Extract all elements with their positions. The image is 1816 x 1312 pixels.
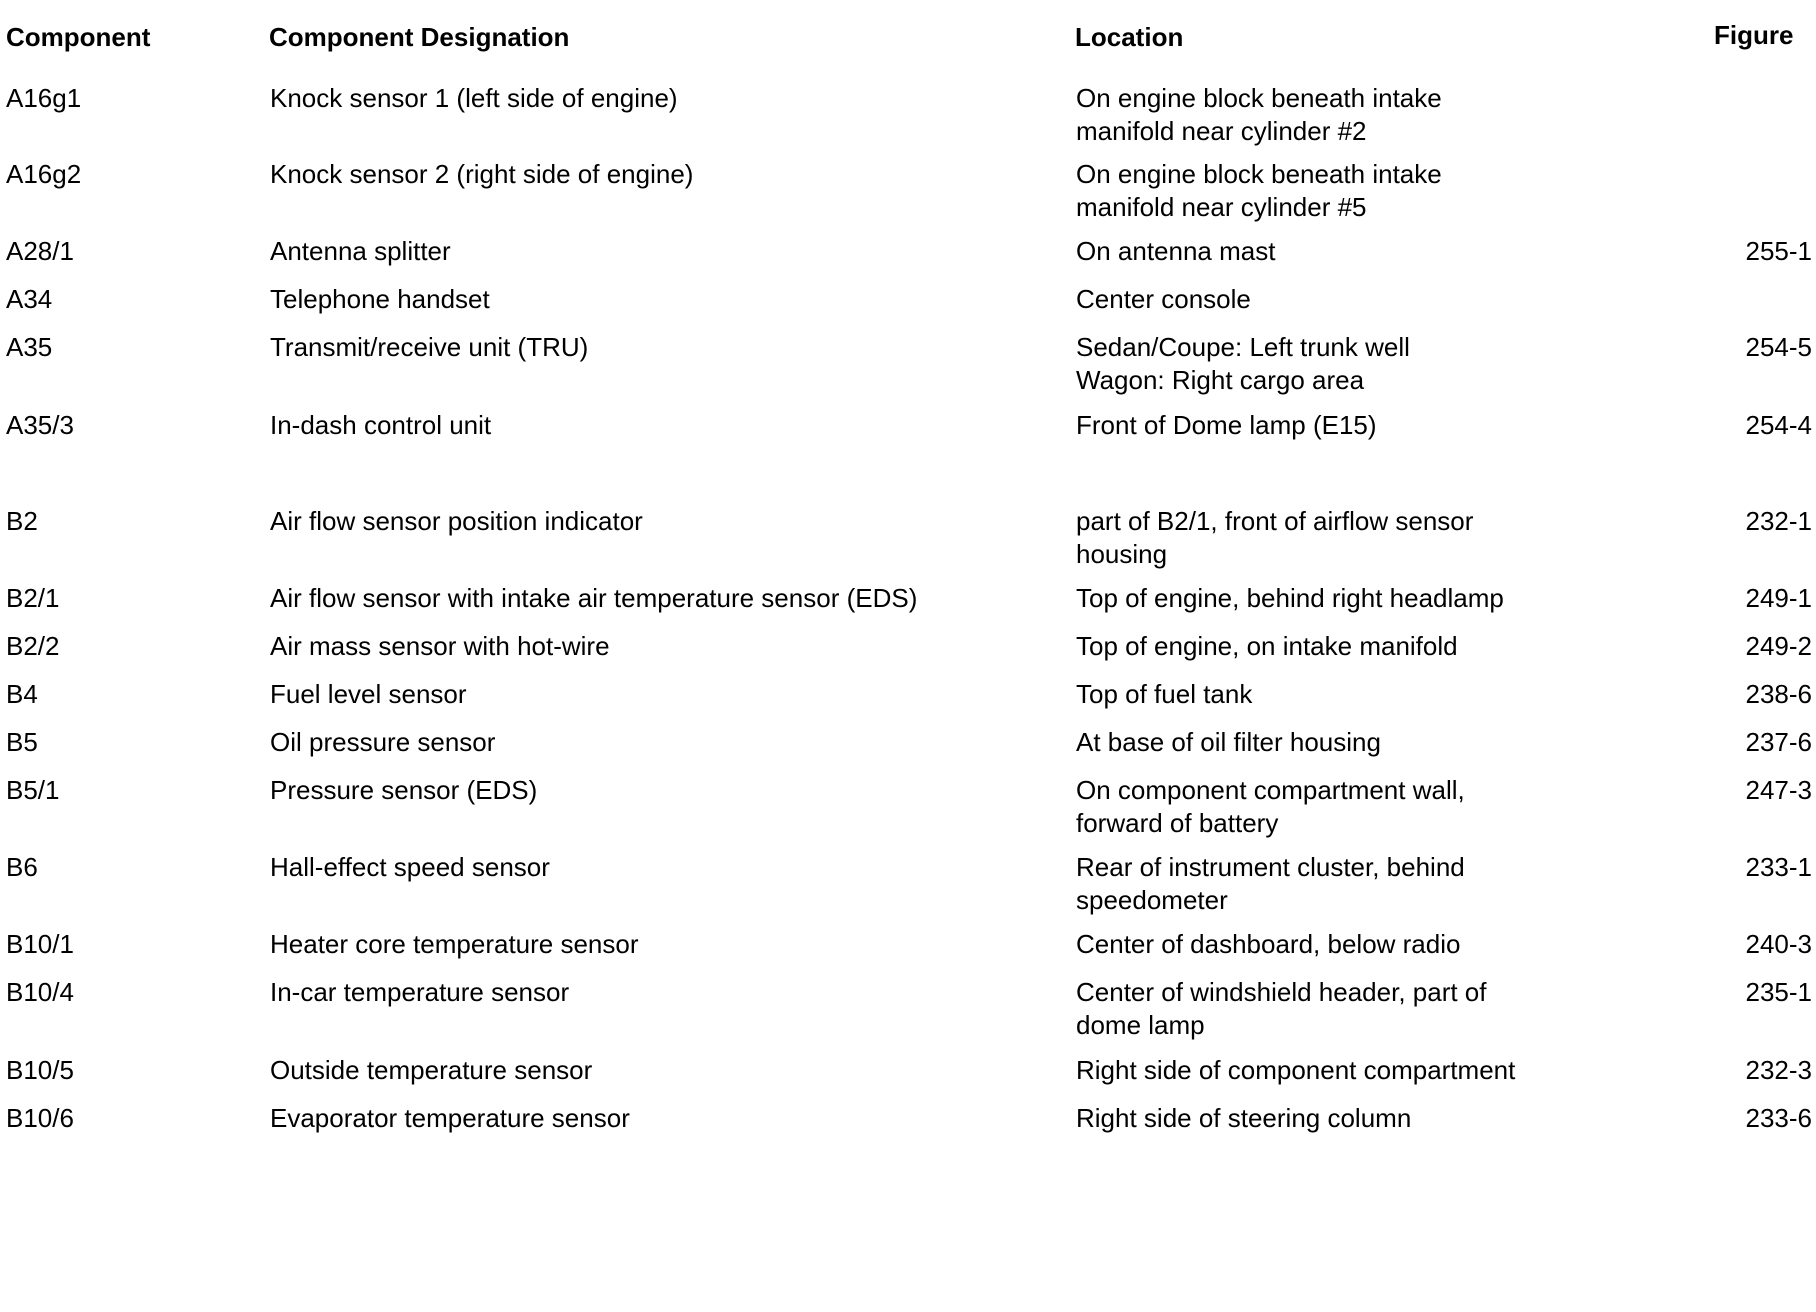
location-line: At base of oil filter housing — [1076, 727, 1381, 757]
location-line: On component compartment wall, — [1076, 775, 1465, 805]
location-line: dome lamp — [1076, 1010, 1205, 1040]
figure-reference: 235-1 — [1745, 977, 1812, 1007]
component-designation: Oil pressure sensor — [270, 727, 496, 757]
component-code: B10/1 — [6, 929, 74, 959]
figure-reference: 232-3 — [1745, 1055, 1812, 1085]
component-location — [1076, 976, 1486, 1042]
component-location — [1076, 158, 1442, 224]
location-line: Top of fuel tank — [1076, 679, 1253, 709]
component-location — [1076, 505, 1473, 571]
component-code: A35 — [6, 332, 53, 362]
figure-reference: 247-3 — [1745, 775, 1812, 805]
location-line: forward of battery — [1076, 808, 1279, 838]
component-location — [1076, 1054, 1515, 1087]
figure-reference: 240-3 — [1745, 929, 1812, 959]
location-line: Right side of component compartment — [1076, 1055, 1516, 1085]
component-code: B10/4 — [6, 977, 74, 1007]
column-header-location: Location — [1075, 22, 1184, 52]
location-line: On engine block beneath intake — [1076, 159, 1442, 189]
component-code: A16g1 — [6, 83, 82, 113]
component-location — [1076, 82, 1442, 148]
component-designation: Air mass sensor with hot-wire — [270, 631, 610, 661]
component-code: B2/1 — [6, 583, 60, 613]
component-designation: In-dash control unit — [270, 410, 492, 440]
component-code: B5/1 — [6, 775, 60, 805]
location-line: Sedan/Coupe: Left trunk well — [1076, 332, 1410, 362]
component-designation: Outside temperature sensor — [270, 1055, 593, 1085]
location-line: part of B2/1, front of airflow sensor — [1076, 506, 1474, 536]
component-code: B10/5 — [6, 1055, 74, 1085]
component-designation: Telephone handset — [270, 284, 490, 314]
column-header-designation: Component Designation — [269, 22, 570, 52]
component-code: B4 — [6, 679, 38, 709]
figure-reference: 249-2 — [1745, 631, 1812, 661]
location-line: Center of dashboard, below radio — [1076, 929, 1461, 959]
component-designation: Transmit/receive unit (TRU) — [270, 332, 589, 362]
location-line: Wagon: Right cargo area — [1076, 365, 1365, 395]
component-code: B6 — [6, 852, 38, 882]
component-location — [1076, 1102, 1411, 1135]
component-location — [1076, 235, 1275, 268]
component-location — [1076, 851, 1465, 917]
location-line: Center of windshield header, part of — [1076, 977, 1487, 1007]
component-code: B2 — [6, 506, 38, 536]
component-location — [1076, 630, 1458, 663]
location-line: Top of engine, on intake manifold — [1076, 631, 1458, 661]
component-designation: Evaporator temperature sensor — [270, 1103, 630, 1133]
component-code: B5 — [6, 727, 38, 757]
location-line: Center console — [1076, 284, 1251, 314]
component-location — [1076, 283, 1251, 316]
column-header-component: Component — [6, 22, 151, 52]
component-location — [1076, 774, 1465, 840]
location-line: Rear of instrument cluster, behind — [1076, 852, 1465, 882]
component-location — [1076, 726, 1381, 759]
location-line: On engine block beneath intake — [1076, 83, 1442, 113]
location-line: On antenna mast — [1076, 236, 1276, 266]
component-designation: Fuel level sensor — [270, 679, 467, 709]
component-code: A35/3 — [6, 410, 74, 440]
component-code: B10/6 — [6, 1103, 74, 1133]
component-code: B2/2 — [6, 631, 60, 661]
figure-reference: 254-5 — [1745, 332, 1812, 362]
component-code: A34 — [6, 284, 53, 314]
component-designation: In-car temperature sensor — [270, 977, 570, 1007]
component-location — [1076, 331, 1410, 397]
figure-reference: 249-1 — [1745, 583, 1812, 613]
component-code: A16g2 — [6, 159, 82, 189]
component-designation: Knock sensor 2 (right side of engine) — [270, 159, 694, 189]
component-designation: Antenna splitter — [270, 236, 451, 266]
figure-reference: 237-6 — [1745, 727, 1812, 757]
figure-reference: 238-6 — [1745, 679, 1812, 709]
component-designation: Pressure sensor (EDS) — [270, 775, 538, 805]
component-location — [1076, 409, 1377, 442]
component-designation: Knock sensor 1 (left side of engine) — [270, 83, 678, 113]
column-header-figure: Figure — [1714, 20, 1794, 50]
location-line: manifold near cylinder #5 — [1076, 192, 1367, 222]
component-designation: Air flow sensor with intake air temperature sensor (EDS) — [270, 583, 918, 613]
table-header — [0, 0, 1816, 80]
figure-reference: 254-4 — [1745, 410, 1812, 440]
location-line: Front of Dome lamp (E15) — [1076, 410, 1377, 440]
component-designation: Air flow sensor position indicator — [270, 506, 643, 536]
figure-reference: 255-1 — [1745, 236, 1812, 266]
location-line: housing — [1076, 539, 1168, 569]
location-line: speedometer — [1076, 885, 1228, 915]
figure-reference: 232-1 — [1745, 506, 1812, 536]
component-location — [1076, 678, 1252, 711]
component-location — [1076, 928, 1460, 961]
figure-reference: 233-6 — [1745, 1103, 1812, 1133]
figure-reference: 233-1 — [1745, 852, 1812, 882]
location-line: Right side of steering column — [1076, 1103, 1412, 1133]
location-line: manifold near cylinder #2 — [1076, 116, 1367, 146]
component-code: A28/1 — [6, 236, 74, 266]
component-location — [1076, 582, 1504, 615]
location-line: Top of engine, behind right headlamp — [1076, 583, 1504, 613]
component-designation: Hall-effect speed sensor — [270, 852, 550, 882]
component-designation: Heater core temperature sensor — [270, 929, 639, 959]
